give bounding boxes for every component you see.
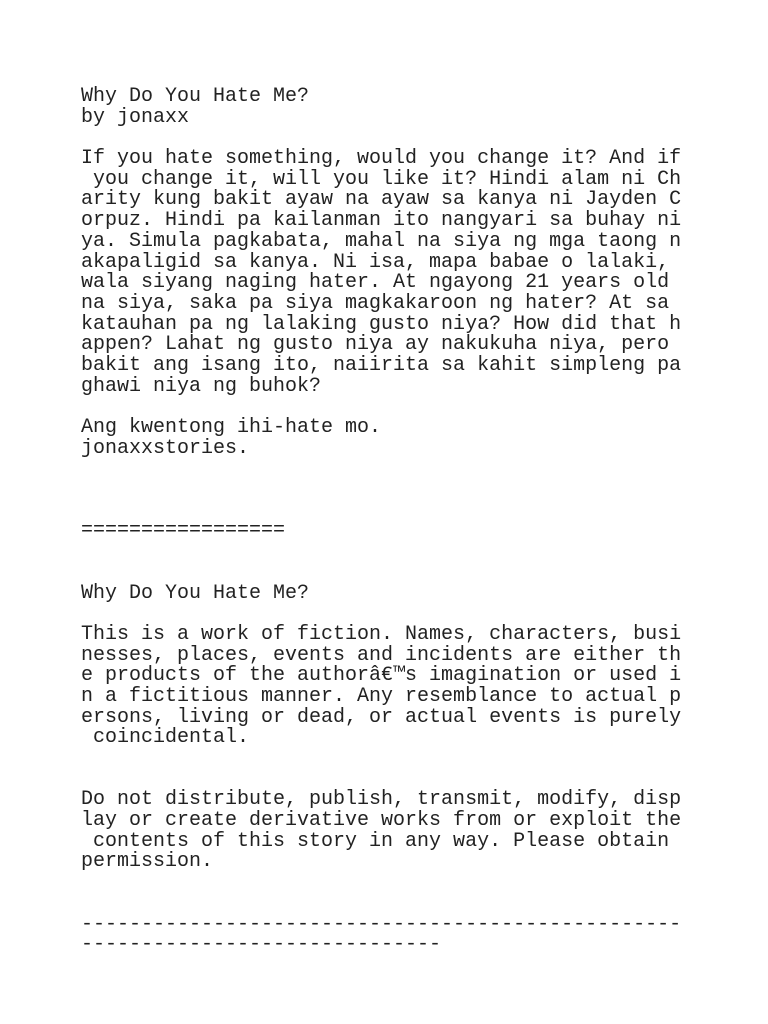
- section-title: Why Do You Hate Me?: [81, 581, 310, 605]
- story-title: Why Do You Hate Me?: [81, 85, 310, 108]
- copyright-line: Do not distribute, publish, transmit, modify, disp: [81, 788, 682, 812]
- synopsis-line: ghawi niya ng buhok?: [81, 374, 322, 398]
- blank-line: [81, 542, 741, 563]
- synopsis-line: katauhan pa ng lalaking gusto niya? How did that h: [81, 312, 682, 336]
- blank-line: [81, 563, 741, 584]
- blank-line: [81, 604, 741, 625]
- synopsis-line: arity kung bakit ayaw na ayaw sa kanya ni Jayden C: [81, 188, 682, 212]
- blank-line: [81, 397, 741, 418]
- disclaimer-line: This is a work of fiction. Names, characters, busi: [81, 622, 682, 646]
- disclaimer-line: nesses, places, events and incidents are either th: [81, 643, 682, 667]
- blank-line: [81, 128, 741, 149]
- synopsis-line: bakit ang isang ito, naiirita sa kahit simpleng pa: [81, 353, 682, 377]
- synopsis-line: appen? Lahat ng gusto niya ay nakukuha niya, pero: [81, 333, 670, 357]
- synopsis-line: If you hate something, would you change it? And if: [81, 147, 682, 171]
- disclaimer-line: n a fictitious manner. Any resemblance to actual p: [81, 684, 682, 708]
- blank-line: [81, 770, 741, 791]
- blank-line: [81, 459, 741, 480]
- disclaimer-line: ersons, living or dead, or actual events is purely: [81, 705, 682, 729]
- copyright-line: contents of this story in any way. Please obtain: [81, 829, 670, 853]
- blank-line: [81, 501, 741, 522]
- blank-line: [81, 480, 741, 501]
- story-author: by jonaxx: [81, 105, 190, 129]
- blank-line: [81, 749, 741, 770]
- synopsis-line: akapaligid sa kanya. Ni isa, mapa babae o lalaki,: [81, 250, 670, 274]
- copyright-line: lay or create derivative works from or exploit the: [81, 809, 682, 833]
- disclaimer-line: coincidental.: [81, 726, 250, 750]
- synopsis-line: you change it, will you like it? Hindi alam ni Ch: [81, 167, 682, 191]
- dash-divider: ------------------------------: [81, 933, 442, 957]
- synopsis-line: na siya, saka pa siya magkakaroon ng hater? At sa: [81, 291, 670, 315]
- blank-line: [81, 873, 741, 894]
- copyright-line: permission.: [81, 850, 214, 874]
- synopsis-line: ya. Simula pagkabata, mahal na siya ng mga taong n: [81, 229, 682, 253]
- document-page: [81, 87, 741, 956]
- blank-line: [81, 894, 741, 915]
- tagline: Ang kwentong ihi-hate mo.: [81, 416, 382, 439]
- section-separator: =================: [81, 519, 286, 543]
- disclaimer-line: e products of the authorâ€™s imagination or used i: [81, 664, 682, 688]
- dash-divider: --------------------------------------------------: [81, 912, 682, 936]
- synopsis-line: orpuz. Hindi pa kailanman ito nangyari sa buhay ni: [81, 209, 682, 233]
- synopsis-line: wala siyang naging hater. At ngayong 21 years old: [81, 271, 670, 295]
- signature: jonaxxstories.: [81, 436, 250, 460]
